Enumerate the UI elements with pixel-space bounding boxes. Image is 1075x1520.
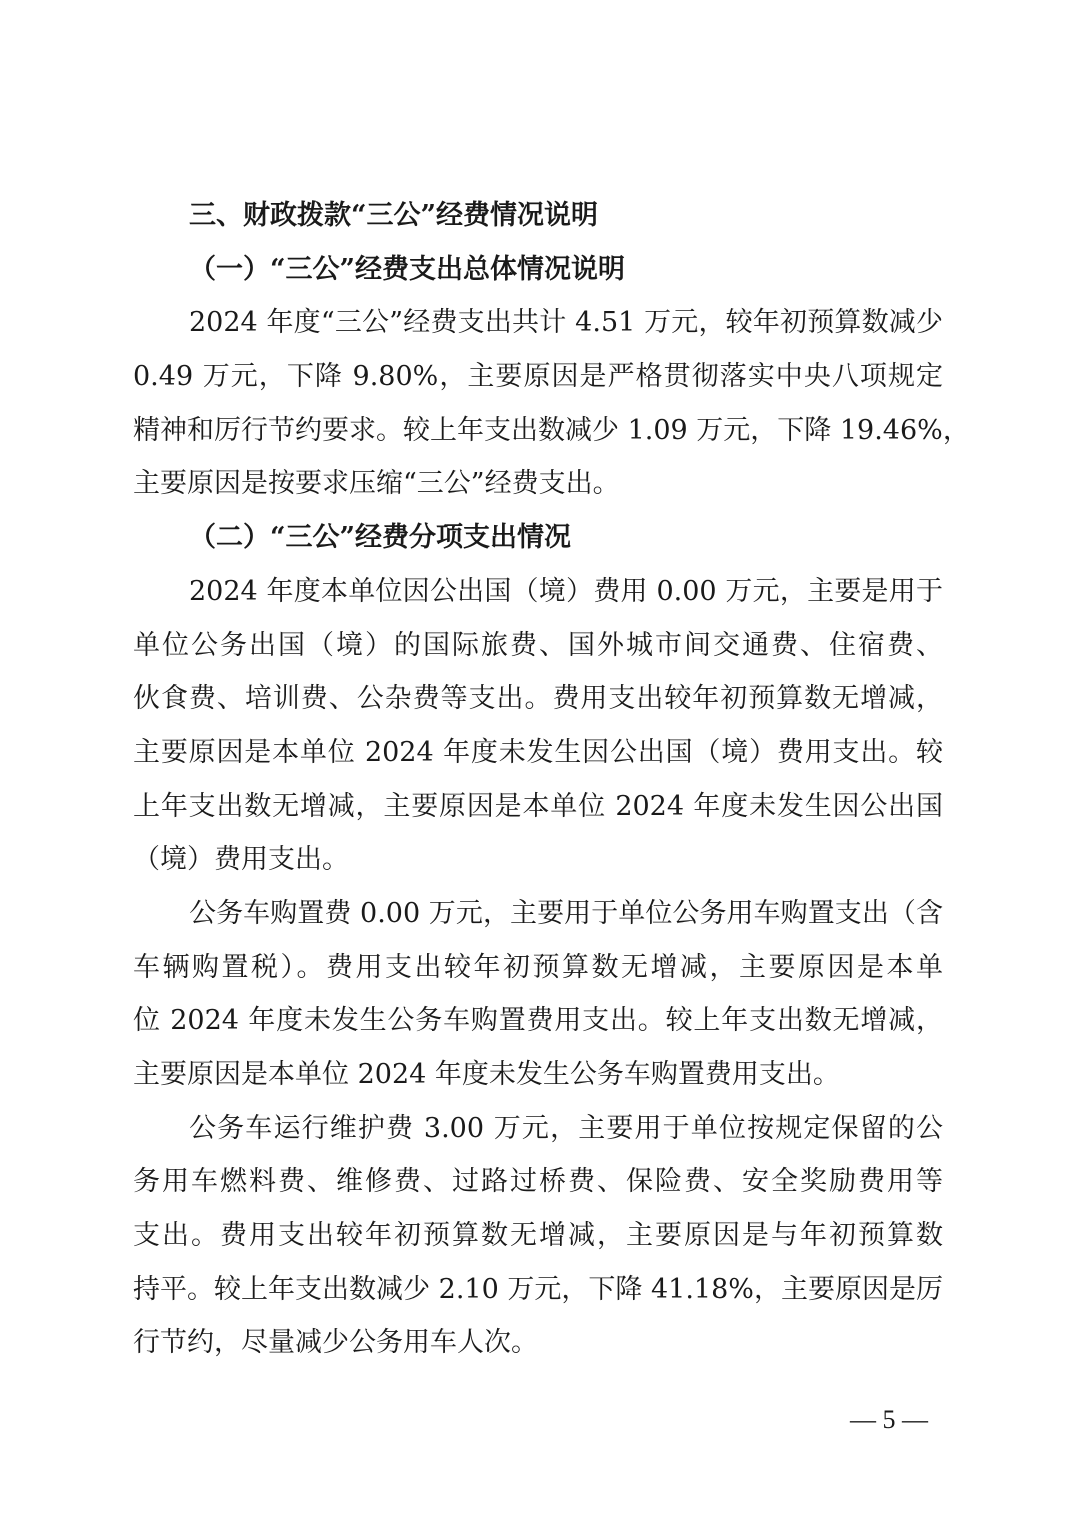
text-line: 2024 年度“三公”经费支出共计 4.51 万元，较年初预算数减少: [189, 307, 943, 339]
text-line: 主要原因是本单位 2024 年度未发生公务车购置费用支出。: [133, 1059, 840, 1090]
text-line: 上年支出数无增减，主要原因是本单位 2024 年度未发生因公出国: [133, 790, 943, 822]
text-line: 精神和厉行节约要求。较上年支出数减少 1.09 万元，下降 19.46%，: [133, 414, 970, 446]
text-line: 主要原因是按要求压缩“三公”经费支出。: [133, 468, 620, 500]
text-line: 支出。费用支出较年初预算数无增减，主要原因是与年初预算数: [133, 1220, 943, 1252]
text-line: 0.49 万元，下降 9.80%，主要原因是严格贯彻落实中央八项规定: [133, 361, 943, 393]
text-line: 公务车运行维护费 3.00 万元，主要用于单位按规定保留的公: [189, 1112, 943, 1144]
text-line: （境）费用支出。: [133, 844, 349, 876]
text-line: 车辆购置税）。费用支出较年初预算数无增减，主要原因是本单: [133, 951, 943, 983]
text-line: 行节约，尽量减少公务用车人次。: [133, 1327, 538, 1359]
paragraph-vehicle-maintenance: [133, 1102, 943, 1370]
text-line: 主要原因是本单位 2024 年度未发生因公出国（境）费用支出。较: [133, 736, 943, 768]
page-number: — 5 —: [850, 1405, 928, 1434]
paragraph-vehicle-purchase: [133, 887, 943, 1102]
text-line: 位 2024 年度未发生公务车购置费用支出。较上年支出数无增减，: [133, 1005, 943, 1037]
section-heading: 三、财政拨款“三公”经费情况说明: [189, 200, 599, 231]
document-body: [133, 189, 970, 1370]
text-line: 单位公务出国（境）的国际旅费、国外城市间交通费、住宿费、: [133, 629, 943, 661]
text-line: 2024 年度本单位因公出国（境）费用 0.00 万元，主要是用于: [189, 575, 943, 607]
subsection-heading-2: （二）“三公”经费分项支出情况: [189, 522, 572, 554]
text-line: 伙食费、培训费、公杂费等支出。费用支出较年初预算数无增减，: [133, 683, 943, 715]
subsection-heading-1: （一）“三公”经费支出总体情况说明: [189, 253, 626, 285]
text-line: 公务车购置费 0.00 万元，主要用于单位公务用车购置支出（含: [189, 897, 943, 929]
paragraph-overseas: [133, 565, 943, 887]
text-line: 务用车燃料费、维修费、过路过桥费、保险费、安全奖励费用等: [133, 1166, 943, 1198]
paragraph-overall: [133, 296, 970, 511]
text-line: 持平。较上年支出数减少 2.10 万元，下降 41.18%，主要原因是厉: [133, 1273, 943, 1305]
